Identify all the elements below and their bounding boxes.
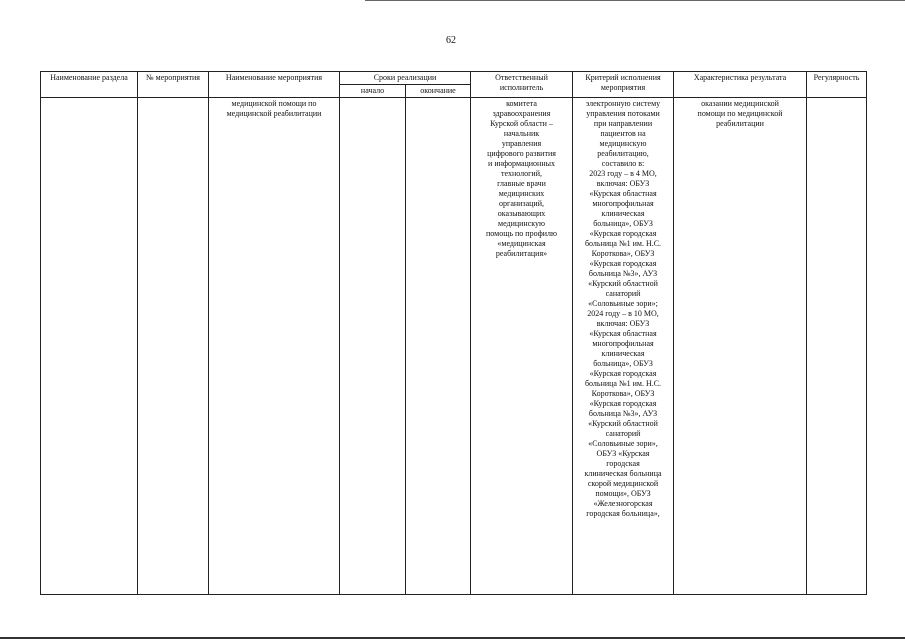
cell-result-text: оказании медицинской помощи по медицинской реабилитации bbox=[697, 99, 783, 128]
page-number: 62 bbox=[446, 35, 456, 46]
header-measure-name: Наименование мероприятия bbox=[209, 72, 340, 98]
cell-measure-number bbox=[138, 98, 209, 595]
cell-regularity bbox=[807, 98, 867, 595]
top-border-line bbox=[365, 0, 905, 1]
cell-responsible bbox=[471, 98, 573, 595]
header-start: начало bbox=[340, 85, 406, 98]
cell-criterion-text: электронную систему управления потоками при направлении пациентов на медицинскую реабилитацию, составило в: 2023 году – в 4 МО, включая: ОБУЗ «Курская областная многопрофильная клиническая больница», ОБУЗ «Курская городская больница №1 им. Н.С. Короткова», ОБУЗ «Курская городская больница №3», АУЗ «Курский областной санаторий «Соловьиные зори»; 2024 году – в 10 МО, включая: ОБУЗ «Курская областная многопрофильная клиническая больница», ОБУЗ «Курская городская больница №1 им. Н.С. Короткова», ОБУЗ «Курская городская больница №3», АУЗ «Курский областной санаторий «Соловьиные зори», ОБУЗ «Курская городская клиническая больница скорой медицинской помощи», ОБУЗ «Железногорская городская больница», bbox=[584, 99, 662, 518]
header-result: Характеристика результата bbox=[674, 72, 807, 98]
table-row bbox=[41, 98, 867, 595]
header-section-name: Наименование раздела bbox=[41, 72, 138, 98]
header-regularity: Регулярность bbox=[807, 72, 867, 98]
bottom-border-line bbox=[0, 637, 905, 639]
header-deadlines: Сроки реализации bbox=[340, 72, 471, 85]
header-criterion: Критерий исполнения мероприятия bbox=[573, 72, 674, 98]
measures-table bbox=[40, 71, 867, 595]
cell-measure-name-text: медицинской помощи по медицинской реабилитации bbox=[226, 99, 322, 118]
cell-section-name bbox=[41, 98, 138, 595]
header-measure-number: № мероприятия bbox=[138, 72, 209, 98]
cell-responsible-text: комитета здравоохранения Курской области – начальник управления цифрового развития и информационных технологий, главные врачи медицинских организаций, оказывающих медицинскую помощь по профилю «медицинская реабилитация» bbox=[486, 99, 558, 258]
cell-measure-name bbox=[209, 98, 340, 595]
cell-start bbox=[340, 98, 406, 595]
cell-result bbox=[674, 98, 807, 595]
cell-criterion bbox=[573, 98, 674, 595]
header-responsible: Ответственный исполнитель bbox=[471, 72, 573, 98]
cell-end bbox=[406, 98, 471, 595]
header-end: окончание bbox=[406, 85, 471, 98]
